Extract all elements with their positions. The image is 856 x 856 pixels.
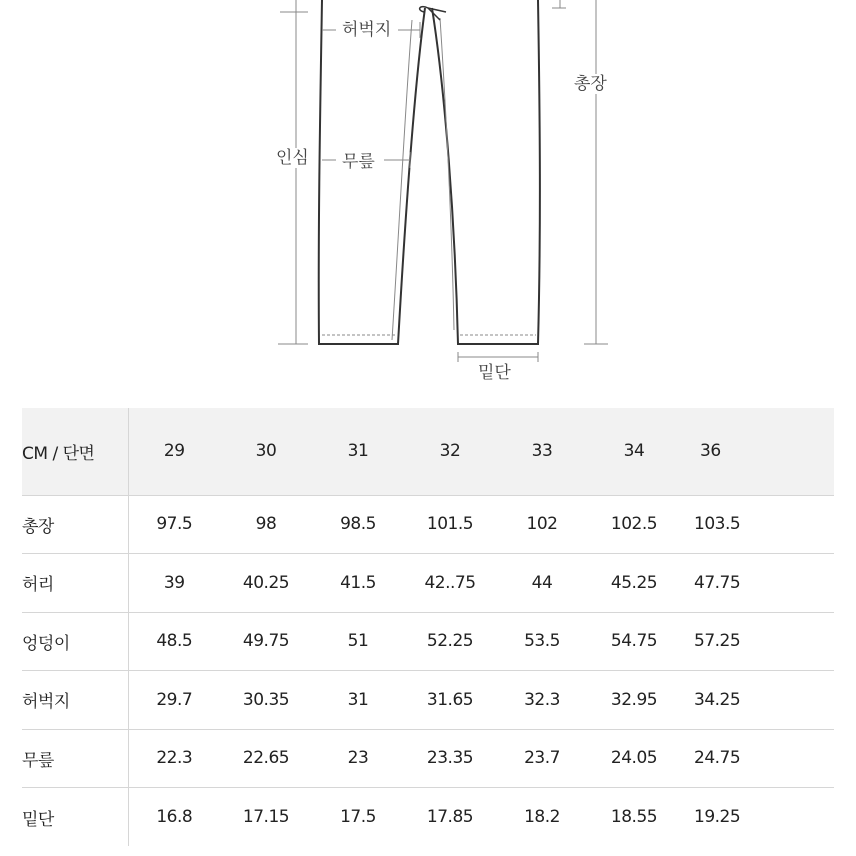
row-label: 무릎 [22, 729, 128, 788]
row-label: 총장 [22, 495, 128, 554]
measurement-cell: 19.25 [694, 807, 741, 827]
measurement-cell: 31.65 [404, 671, 496, 730]
size-column-header: 36 [680, 408, 834, 495]
measurement-cell: 32.95 [588, 671, 680, 730]
table-row [22, 671, 834, 730]
measurement-cell: 45.25 [588, 554, 680, 613]
measurement-cell: 22.65 [220, 729, 312, 788]
size-header-row [22, 408, 834, 495]
measurement-cell: 16.8 [156, 807, 193, 827]
header-label: CM / 단면 [22, 408, 128, 495]
row-label: 밑단 [22, 788, 128, 847]
measurement-cell: 17.85 [426, 807, 474, 827]
measurement-cell: 102 [496, 495, 588, 554]
row-label: 허리 [22, 554, 128, 613]
measurement-cell: 32.3 [496, 671, 588, 730]
measurement-cell: 34.25 [680, 671, 834, 730]
measurement-cell: 49.75 [220, 612, 312, 671]
measurement-cell: 41.5 [312, 554, 404, 613]
measurement-cell: 17.15 [242, 807, 290, 827]
measurement-cell: 42..75 [404, 554, 496, 613]
pants-outline-drawing [0, 0, 856, 400]
thigh-label: 허벅지 [342, 20, 392, 40]
size-column-header: 29 [128, 408, 220, 495]
measurement-cell: 53.5 [496, 612, 588, 671]
measurement-cell: 102.5 [588, 495, 680, 554]
measurement-cell: 24.05 [588, 729, 680, 788]
measurement-cell: 29.7 [128, 671, 220, 730]
measurement-cell: 17.5 [340, 807, 376, 827]
measurement-cell: 44 [496, 554, 588, 613]
measurement-cell: 22.3 [128, 729, 220, 788]
pants-size-diagram [0, 0, 856, 400]
measurement-cell: 97.5 [128, 495, 220, 554]
measurement-cell: 23.7 [496, 729, 588, 788]
hem-label: 밑단 [478, 363, 511, 383]
measurement-cell: 98.5 [312, 495, 404, 554]
table-row [22, 788, 834, 847]
measurement-cell: 18.2 [524, 807, 560, 827]
left-leg-outline [319, 0, 425, 344]
measurement-cell: 101.5 [404, 495, 496, 554]
measurement-cell: 30.35 [220, 671, 312, 730]
size-column-header: 33 [496, 408, 588, 495]
size-chart-table [22, 408, 834, 846]
knee-label: 무릎 [342, 152, 375, 172]
measurement-cell: 18.55 [610, 807, 658, 827]
measurement-cell: 48.5 [128, 612, 220, 671]
measurement-cell: 39 [128, 554, 220, 613]
measurement-cell: 23.35 [404, 729, 496, 788]
size-column-header: 34 [588, 408, 680, 495]
measurement-cell: 103.5 [680, 495, 834, 554]
measurement-cell: 57.25 [680, 612, 834, 671]
measurement-cell: 51 [312, 612, 404, 671]
measurement-cell: 52.25 [404, 612, 496, 671]
measurement-cell: 40.25 [220, 554, 312, 613]
row-label: 허벅지 [22, 671, 128, 730]
row-label: 엉덩이 [22, 612, 128, 671]
measurement-cell: 47.75 [680, 554, 834, 613]
table-row [22, 729, 834, 788]
total-length-label: 총장 [574, 74, 607, 94]
size-column-header: 32 [404, 408, 496, 495]
size-column-header: 31 [312, 408, 404, 495]
measurement-cell: 31 [312, 671, 404, 730]
measurement-cell: 23 [312, 729, 404, 788]
measurement-cell: 54.75 [588, 612, 680, 671]
table-row [22, 612, 834, 671]
table-row [22, 495, 834, 554]
measurement-cell: 24.75 [680, 729, 834, 788]
inseam-label: 인심 [276, 148, 309, 168]
measurement-cell: 98 [220, 495, 312, 554]
table-row [22, 554, 834, 613]
size-column-header: 30 [220, 408, 312, 495]
